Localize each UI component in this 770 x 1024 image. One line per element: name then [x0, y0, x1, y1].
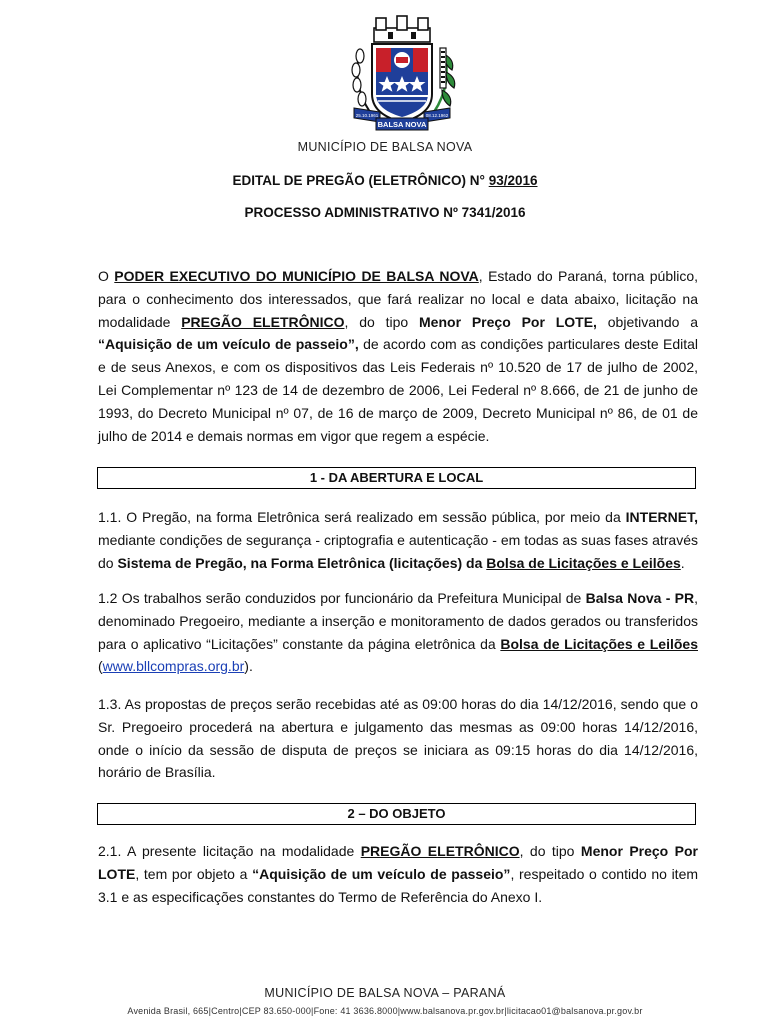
bolsa-bold: Bolsa de Licitações e Leilões — [500, 635, 698, 652]
paragraph-text: , do tipo — [519, 843, 581, 859]
paragraph-text: ( — [98, 658, 103, 675]
wheat-left-icon — [352, 49, 370, 112]
crown-icon — [374, 16, 430, 42]
edital-title-prefix: EDITAL DE PREGÃO (ELETRÔNICO) N° — [232, 173, 485, 188]
intro-text: , Estado do Paraná, torna público, para o conhecimento dos interessados, que fará realizar no local e data abaixo, licitação na modalidade — [98, 268, 699, 330]
process-title: PROCESSO ADMINISTRATIVO Nº 7341/2016 — [244, 205, 526, 220]
paragraph-text: , tem por objeto a — [135, 865, 253, 882]
intro-text: objetivando a — [596, 313, 698, 330]
paragraph-text: mediante condições de segurança - criptografia e autenticação - em todas as suas fases através do — [98, 531, 698, 571]
section-1-2-paragraph — [98, 587, 698, 678]
paragraph-text: ). — [244, 658, 253, 675]
intro-modalidade: PREGÃO ELETRÔNICO — [181, 313, 345, 330]
paragraph-text: , denominado Pregoeiro, mediante a inserção e monitoramento de dados gerados ou transferidos para o aplicativo “Licitações” constante da página eletrônica da — [98, 590, 699, 652]
crest-date-left: 25.10.1961 — [355, 113, 379, 118]
bll-website-link[interactable]: www.bllcompras.org.br — [102, 658, 245, 675]
section-1-3-paragraph: 1.3. As propostas de preços serão recebidas até as 09:00 horas do dia 14/12/2016, sendo que o Sr. Pregoeiro procederá na abertura e julgamento das mesmas as 09:00 horas 14/12/2016, onde o início da sessão de disputa de preços se iniciara as 09:15 horas do dia 14/12/2016, horário de Brasília. — [98, 696, 698, 781]
section-2-1-paragraph — [98, 840, 698, 908]
internet-bold: INTERNET, — [625, 509, 698, 525]
balsa-nova-bold: Balsa Nova - PR — [585, 590, 695, 606]
shield-icon — [372, 44, 432, 122]
footer-municipality: MUNICÍPIO DE BALSA NOVA – PARANÁ — [264, 986, 506, 1000]
intro-text: de acordo com as condições particulares deste Edital e de seus Anexos, e com os dispositivos das Leis Federais nº 10.520 de 17 de julho de 2002, Lei Complementar nº 123 de 14 de dezembro de 2006, Lei Federal nº 8.666, de 21 de junho de 1993, do Decreto Municipal nº 07, de 16 de março de 2009, Decreto Municipal nº 86, de 01 de julho de 2014 e demais normas em vigor que regem a espécie. — [98, 336, 698, 444]
intro-poder-executivo: PODER EXECUTIVO DO MUNICÍPIO DE BALSA NOVA — [114, 268, 479, 284]
tipo-bold: Menor Preço Por LOTE — [98, 843, 698, 882]
paragraph-text: 1.2 Os trabalhos serão conduzidos por funcionário da Prefeitura Municipal de — [98, 590, 586, 606]
paragraph-text: . — [680, 554, 685, 571]
section-1-heading: 1 - DA ABERTURA E LOCAL — [97, 467, 696, 489]
municipal-crest-logo — [340, 14, 464, 136]
section-1-1-paragraph — [98, 506, 698, 574]
municipality-title: MUNICÍPIO DE BALSA NOVA — [297, 140, 473, 154]
sistema-bold: Sistema de Pregão, na Forma Eletrônica (licitações) da — [117, 554, 487, 571]
paragraph-text: 2.1. A presente licitação na modalidade — [98, 843, 361, 859]
intro-paragraph — [98, 265, 698, 447]
intro-objeto: “Aquisição de um veículo de passeio”, — [98, 336, 359, 353]
section-2-heading: 2 – DO OBJETO — [97, 803, 696, 825]
footer-contact: Avenida Brasil, 665|Centro|CEP 83.650-000|Fone: 41 3636.8000|www.balsanova.pr.gov.br|licitacao01@balsanova.pr.gov.br — [127, 1006, 643, 1016]
objeto-bold: “Aquisição de um veículo de passeio” — [252, 865, 511, 882]
crest-date-right: 08.12.1962 — [425, 113, 449, 118]
edital-title — [0, 173, 770, 188]
paragraph-text: 1.1. O Pregão, na forma Eletrônica será realizado em sessão pública, por meio da — [98, 509, 626, 525]
bolsa-bold: Bolsa de Licitações e Leilões — [486, 554, 681, 571]
crest-banner-text: BALSA NOVA — [377, 120, 427, 129]
intro-text: , do tipo — [344, 313, 420, 330]
intro-tipo: Menor Preço Por LOTE, — [419, 313, 597, 330]
intro-text: O — [98, 268, 115, 284]
modalidade-bold: PREGÃO ELETRÔNICO — [360, 843, 520, 859]
plant-right-icon — [434, 48, 455, 112]
edital-number: 93/2016 — [488, 173, 538, 188]
paragraph-text: , respeitado o contido no item 3.1 e as especificações constantes do Termo de Referência do Anexo I. — [98, 865, 699, 905]
